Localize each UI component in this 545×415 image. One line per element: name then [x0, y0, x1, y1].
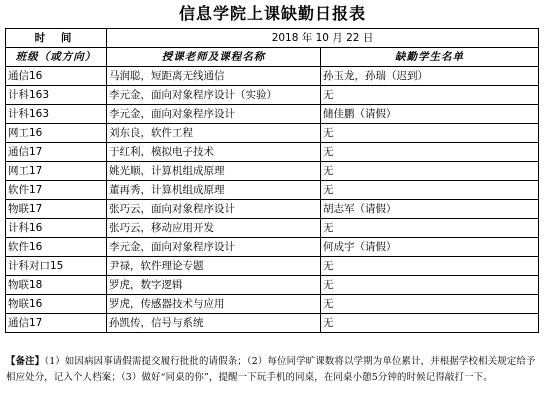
row-absent: 胡志军（请假）: [321, 200, 539, 219]
report-date: 2018 年 10 月 22 日: [107, 29, 539, 48]
row-course: 姚光顺，计算机组成原理: [107, 162, 321, 181]
row-absent: 何成宇（请假）: [321, 238, 539, 257]
row-absent: 无: [321, 124, 539, 143]
row-class: 通信17: [6, 314, 107, 333]
row-course: 李元金，面向对象程序设计: [107, 238, 321, 257]
remarks-label: 【备注】: [6, 356, 45, 367]
table-row: [6, 143, 539, 162]
row-course: 刘东良，软件工程: [107, 124, 321, 143]
row-class: 物联17: [6, 200, 107, 219]
row-course: 张巧云，移动应用开发: [107, 219, 321, 238]
row-absent: 无: [321, 86, 539, 105]
row-class: 计科对口15: [6, 257, 107, 276]
row-class: 通信17: [6, 143, 107, 162]
table-row: [6, 67, 539, 86]
row-course: 马润聪，短距离无线通信: [107, 67, 321, 86]
row-class: 计科163: [6, 86, 107, 105]
row-absent: 无: [321, 219, 539, 238]
row-course: 罗虎，传感器技术与应用: [107, 295, 321, 314]
row-absent: 储佳鹏（请假）: [321, 105, 539, 124]
row-absent: 无: [321, 276, 539, 295]
remarks: [6, 354, 539, 386]
table-row: [6, 124, 539, 143]
table-row: [6, 276, 539, 295]
row-absent: 无: [321, 162, 539, 181]
table-row: [6, 86, 539, 105]
row-absent: 无: [321, 295, 539, 314]
row-absent: 无: [321, 257, 539, 276]
row-absent: 孙玉龙，孙瑞（迟到）: [321, 67, 539, 86]
row-absent: 无: [321, 314, 539, 333]
remarks-text: （1）如因病因事请假需提交履行批批的请假条；（2）每位同学旷课数将以学期为单位累计，并根据学校相关规定给予相应处分，记入个人档案；（3）做好“同桌的你”，提醒一下玩手机的同桌，在同桌小憩5分钟的时候记得敲打一下。: [6, 356, 536, 383]
row-course: 张巧云，面向对象程序设计: [107, 200, 321, 219]
row-class: 通信16: [6, 67, 107, 86]
time-label: 时 间: [6, 29, 107, 48]
row-class: 计科163: [6, 105, 107, 124]
table-row: [6, 257, 539, 276]
row-course: 孙凯传，信号与系统: [107, 314, 321, 333]
table-row: [6, 295, 539, 314]
row-class: 计科16: [6, 219, 107, 238]
table-row: [6, 105, 539, 124]
table-row: [6, 219, 539, 238]
table-row: [6, 200, 539, 219]
table-row: [6, 314, 539, 333]
report-title: 信息学院上课缺勤日报表: [178, 4, 366, 23]
header-course: 授课老师及课程名称: [107, 48, 321, 67]
date-row: [6, 29, 539, 48]
row-course: 李元金，面向对象程序设计: [107, 105, 321, 124]
table-row: [6, 181, 539, 200]
row-class: 网工16: [6, 124, 107, 143]
row-class: 物联16: [6, 295, 107, 314]
row-course: 尹禄，软件理论专题: [107, 257, 321, 276]
row-class: 软件17: [6, 181, 107, 200]
row-course: 罗虎，数字逻辑: [107, 276, 321, 295]
row-course: 李元金，面向对象程序设计（实验）: [107, 86, 321, 105]
row-class: 物联18: [6, 276, 107, 295]
header-row: [6, 48, 539, 67]
row-class: 网工17: [6, 162, 107, 181]
row-class: 软件16: [6, 238, 107, 257]
table-row: [6, 238, 539, 257]
row-course: 于红利，模拟电子技术: [107, 143, 321, 162]
row-absent: 无: [321, 181, 539, 200]
row-absent: 无: [321, 143, 539, 162]
row-course: 董再秀，计算机组成原理: [107, 181, 321, 200]
attendance-table: [5, 28, 539, 333]
header-absent: 缺勤学生名单: [321, 48, 539, 67]
table-row: [6, 162, 539, 181]
header-class: 班级（或方向）: [6, 48, 107, 67]
